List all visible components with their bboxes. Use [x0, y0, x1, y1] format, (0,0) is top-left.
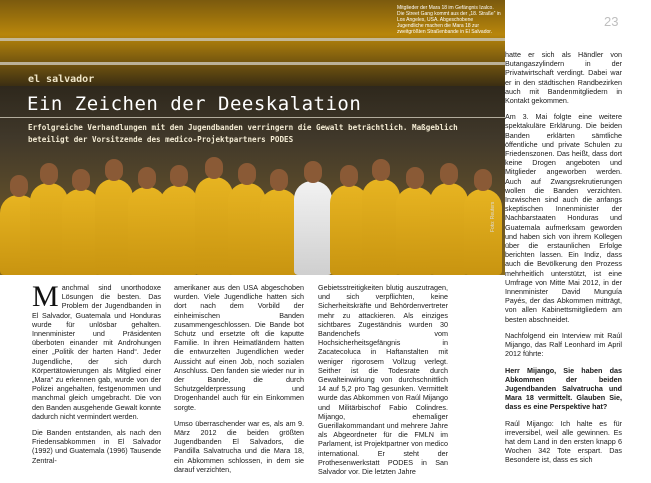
photo-railing	[0, 62, 505, 65]
photo-figure	[430, 183, 468, 275]
text-column-2	[174, 283, 304, 481]
drop-cap: M	[32, 280, 59, 313]
paragraph: hatte er sich als Händler von Butangaszylindern in der Privatwirtschaft verdingt. Dabei war er in den städtischen Randbezirken auch mit Bandenmitgliedern in Kontakt gekommen.	[505, 50, 622, 106]
paragraph: Die Banden entstanden, als nach den Friedensabkommen in El Salvador (1992) und Guatemala (1996) Tausende Zentral-	[32, 428, 161, 465]
text-column-3	[318, 283, 448, 483]
photo-railing	[0, 38, 505, 41]
photo-caption: Mitglieder der Mara 18 im Gefängnis Izalco. Die Street Gang kommt aus der „18. Straße“ in Los Angeles, USA. Abgeschobene Jugendliche machen die Mara 18 zur zweitgrößten Straßenbande in El Salvador.	[397, 5, 501, 35]
interview-answer: Raúl Mijango: Ich halte es für irreversibel, weil alle gewinnen. Es hat dem Land in den ersten knapp 6 Wochen 342 Tote erspart. Das Besondere ist, dass es sich	[505, 418, 622, 465]
article-title: Ein Zeichen der Deeskalation	[27, 93, 362, 115]
text-column-1	[32, 280, 161, 472]
photo-figure	[464, 189, 502, 275]
paragraph: Gebietsstreitigkeiten blutig auszutragen, und sich verpflichten, keine Sicherheitskräfte und Behördenvertreter mehr zu attackieren. Als einziges sichtbares Zugeständnis wurden 30 Bandenchefs vom Hochsicherheitsgefängnis in Zacatecoluca in Haftanstalten mit weniger rigorosem Vollzug verlegt. Seither ist die Todesrate durch Gewalteinwirkung von durchschnittlich 14 auf 5,2 pro Tag gesunken. Vermittelt wurde das Abkommen von Raúl Mijango und Militärbischof Fabio Colindres. Mijango, ehemaliger Guerillakommandant und mehrere Jahre als Abgeordneter für die FMLN im Parlament, ist Projektpartner von medico international. Er steht der Prothesenwerkstatt PODES in San Salvador vor. Die letzten Jahre	[318, 283, 448, 477]
text-column-4	[505, 50, 622, 472]
paragraph: amerikaner aus den USA abgeschoben wurden. Viele Jugendliche hatten sich dort nach dem Vorbild der einheimischen Banden zusammengeschlossen. Die Bande bot Schutz und ersetzte oft die kaputte Familie. In ihren Heimatländern hatten die entwurzelten Jugendlichen weder Aussicht auf einen Job, noch sozialen Anschluss. Den fanden sie wieder nur in der Bande, die durch Schutzgelderpressung und Drogenhandel auch für ein Einkommen sorgte.	[174, 283, 304, 412]
article-lead: Erfolgreiche Verhandlungen mit den Jugendbanden verringern die Gewalt beträchtlich. Maßgeblich beteiligt der Vorsitzende des medico-Projektpartners PODES	[28, 123, 458, 144]
interview-question: Herr Mijango, Sie haben das Abkommen der beiden Jugendbanden Salvatrucha und Mara 18 vermittelt. Glauben Sie, dass es eine Perspektive hat?	[505, 365, 622, 412]
paragraph: Umso überraschender war es, als am 9. März 2012 die beiden größten Jugendbanden El Salvadors, die Pandilla Salvatrucha und die Mara 18, ein Abkommen schlossen, in dem sie darauf verzichten,	[174, 418, 304, 474]
photo-figure	[160, 185, 198, 275]
paragraph: anchmal sind unorthodoxe Lösungen die besten. Das Problem der Jugendbanden in El Salvador, Guatemala und Honduras wurde für unlösbar gehalten. Innenminister und Präsidenten überboten einander mit Androhungen einer „Politik der harten Hand“. Jeder Jugendliche, der sich durch Körpertätowierungen als Mitglied einer „Mara“ zu erkennen gab, wurde von der Polizei angehalten, festgenommen und manchmal gleich umgebracht. Die von den Banden ausgehende Gewalt konnte dadurch nicht vermindert werden.	[32, 283, 161, 421]
photo-figure	[294, 181, 332, 275]
prison-photo	[0, 0, 505, 275]
photo-credit: Foto: Reuters	[490, 201, 496, 232]
title-divider	[0, 117, 505, 118]
photo-figure	[260, 189, 298, 275]
photo-figure	[362, 179, 400, 275]
section-rubric: el salvador	[28, 74, 95, 85]
photo-figure	[396, 187, 434, 275]
page-number: 23	[604, 14, 619, 29]
paragraph: Am 3. Mai folgte eine weitere spektakuläre Erklärung. Die beiden Banden erklärten sämtliche öffentliche und private Schulen zu Friedenszonen. Das heißt, dass dort keine Drogen angeboten und Mitglieder angeworben werden. Auch auf Zwangsrekrutierungen wollen die Banden verzichten. Inzwischen sind auch die anfangs skeptischen Innenminister der Nachbarstaaten Honduras und Guatemala aufmerksam geworden und haben sich von ihrem Kollegen über die erstaunlichen Erfolge berichten lassen. Ein Indiz, dass auch die Bevölkerung den Prozess mehrheitlich unterstützt, ist eine Umfrage von Mitte Mai 2012, in der Innenminister David Munguía Payés, der das Abkommen mitträgt, von allen Kabinettsmitgliedern am besten abschneidet.	[505, 112, 622, 324]
paragraph: Nachfolgend ein Interview mit Raúl Mijango, das Ralf Leonhard im April 2012 führte:	[505, 330, 622, 359]
